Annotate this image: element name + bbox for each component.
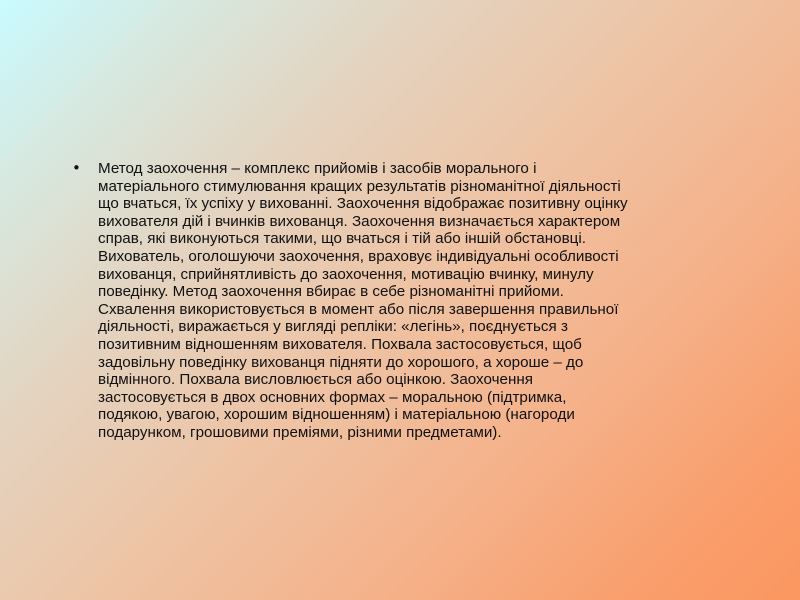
paragraph-line: діяльності, виражається у вигляді репліки: «легінь», поєднується з <box>98 318 568 336</box>
paragraph-line: Схвалення використовується в момент або після завершення правильної <box>98 300 619 318</box>
paragraph-line: Вихователь, оголошуючи заохочення, враховує індивідуальні особливості <box>98 247 619 265</box>
paragraph-line: що вчаться, їх успіху у вихованні. Заохочення відображає позитивну оцінку <box>98 195 628 213</box>
paragraph-line: відмінного. Похвала висловлюється або оцінкою. Заохочення <box>98 371 533 389</box>
paragraph-line: Метод заохочення – комплекс прийомів і засобів морального і <box>98 160 537 177</box>
paragraph-line: вихователя дій і вчинків вихованця. Заохочення визначається характером <box>98 212 621 230</box>
paragraph-line: застосовується в двох основних формах – моральною (підтримка, <box>98 388 567 406</box>
paragraph-line: подякою, увагою, хорошим відношенням) і матеріальною (нагороди <box>98 406 575 424</box>
paragraph-line: подарунком, грошовими преміями, різними предметами). <box>98 423 502 441</box>
paragraph-line: позитивним відношенням вихователя. Похвала застосовується, щоб <box>98 335 582 353</box>
bullet-list <box>72 160 732 442</box>
paragraph-text <box>98 160 732 442</box>
paragraph-line: поведінку. Метод заохочення вбирає в себе різноманітні прийоми. <box>98 283 564 301</box>
paragraph-line: задовільну поведінку вихованця підняти до хорошого, а хороше – до <box>98 353 584 371</box>
paragraph-line: вихованця, сприйнятливість до заохочення, мотивацію вчинку, минулу <box>98 265 594 283</box>
slide-content <box>72 160 732 442</box>
paragraph-line: матеріального стимулювання кращих результатів різноманітної діяльності <box>98 177 621 195</box>
bullet-marker: • <box>72 159 81 177</box>
paragraph-line: справ, які виконуються такими, що вчаться і тій або іншій обстановці. <box>98 230 586 248</box>
bullet-item <box>72 160 732 442</box>
